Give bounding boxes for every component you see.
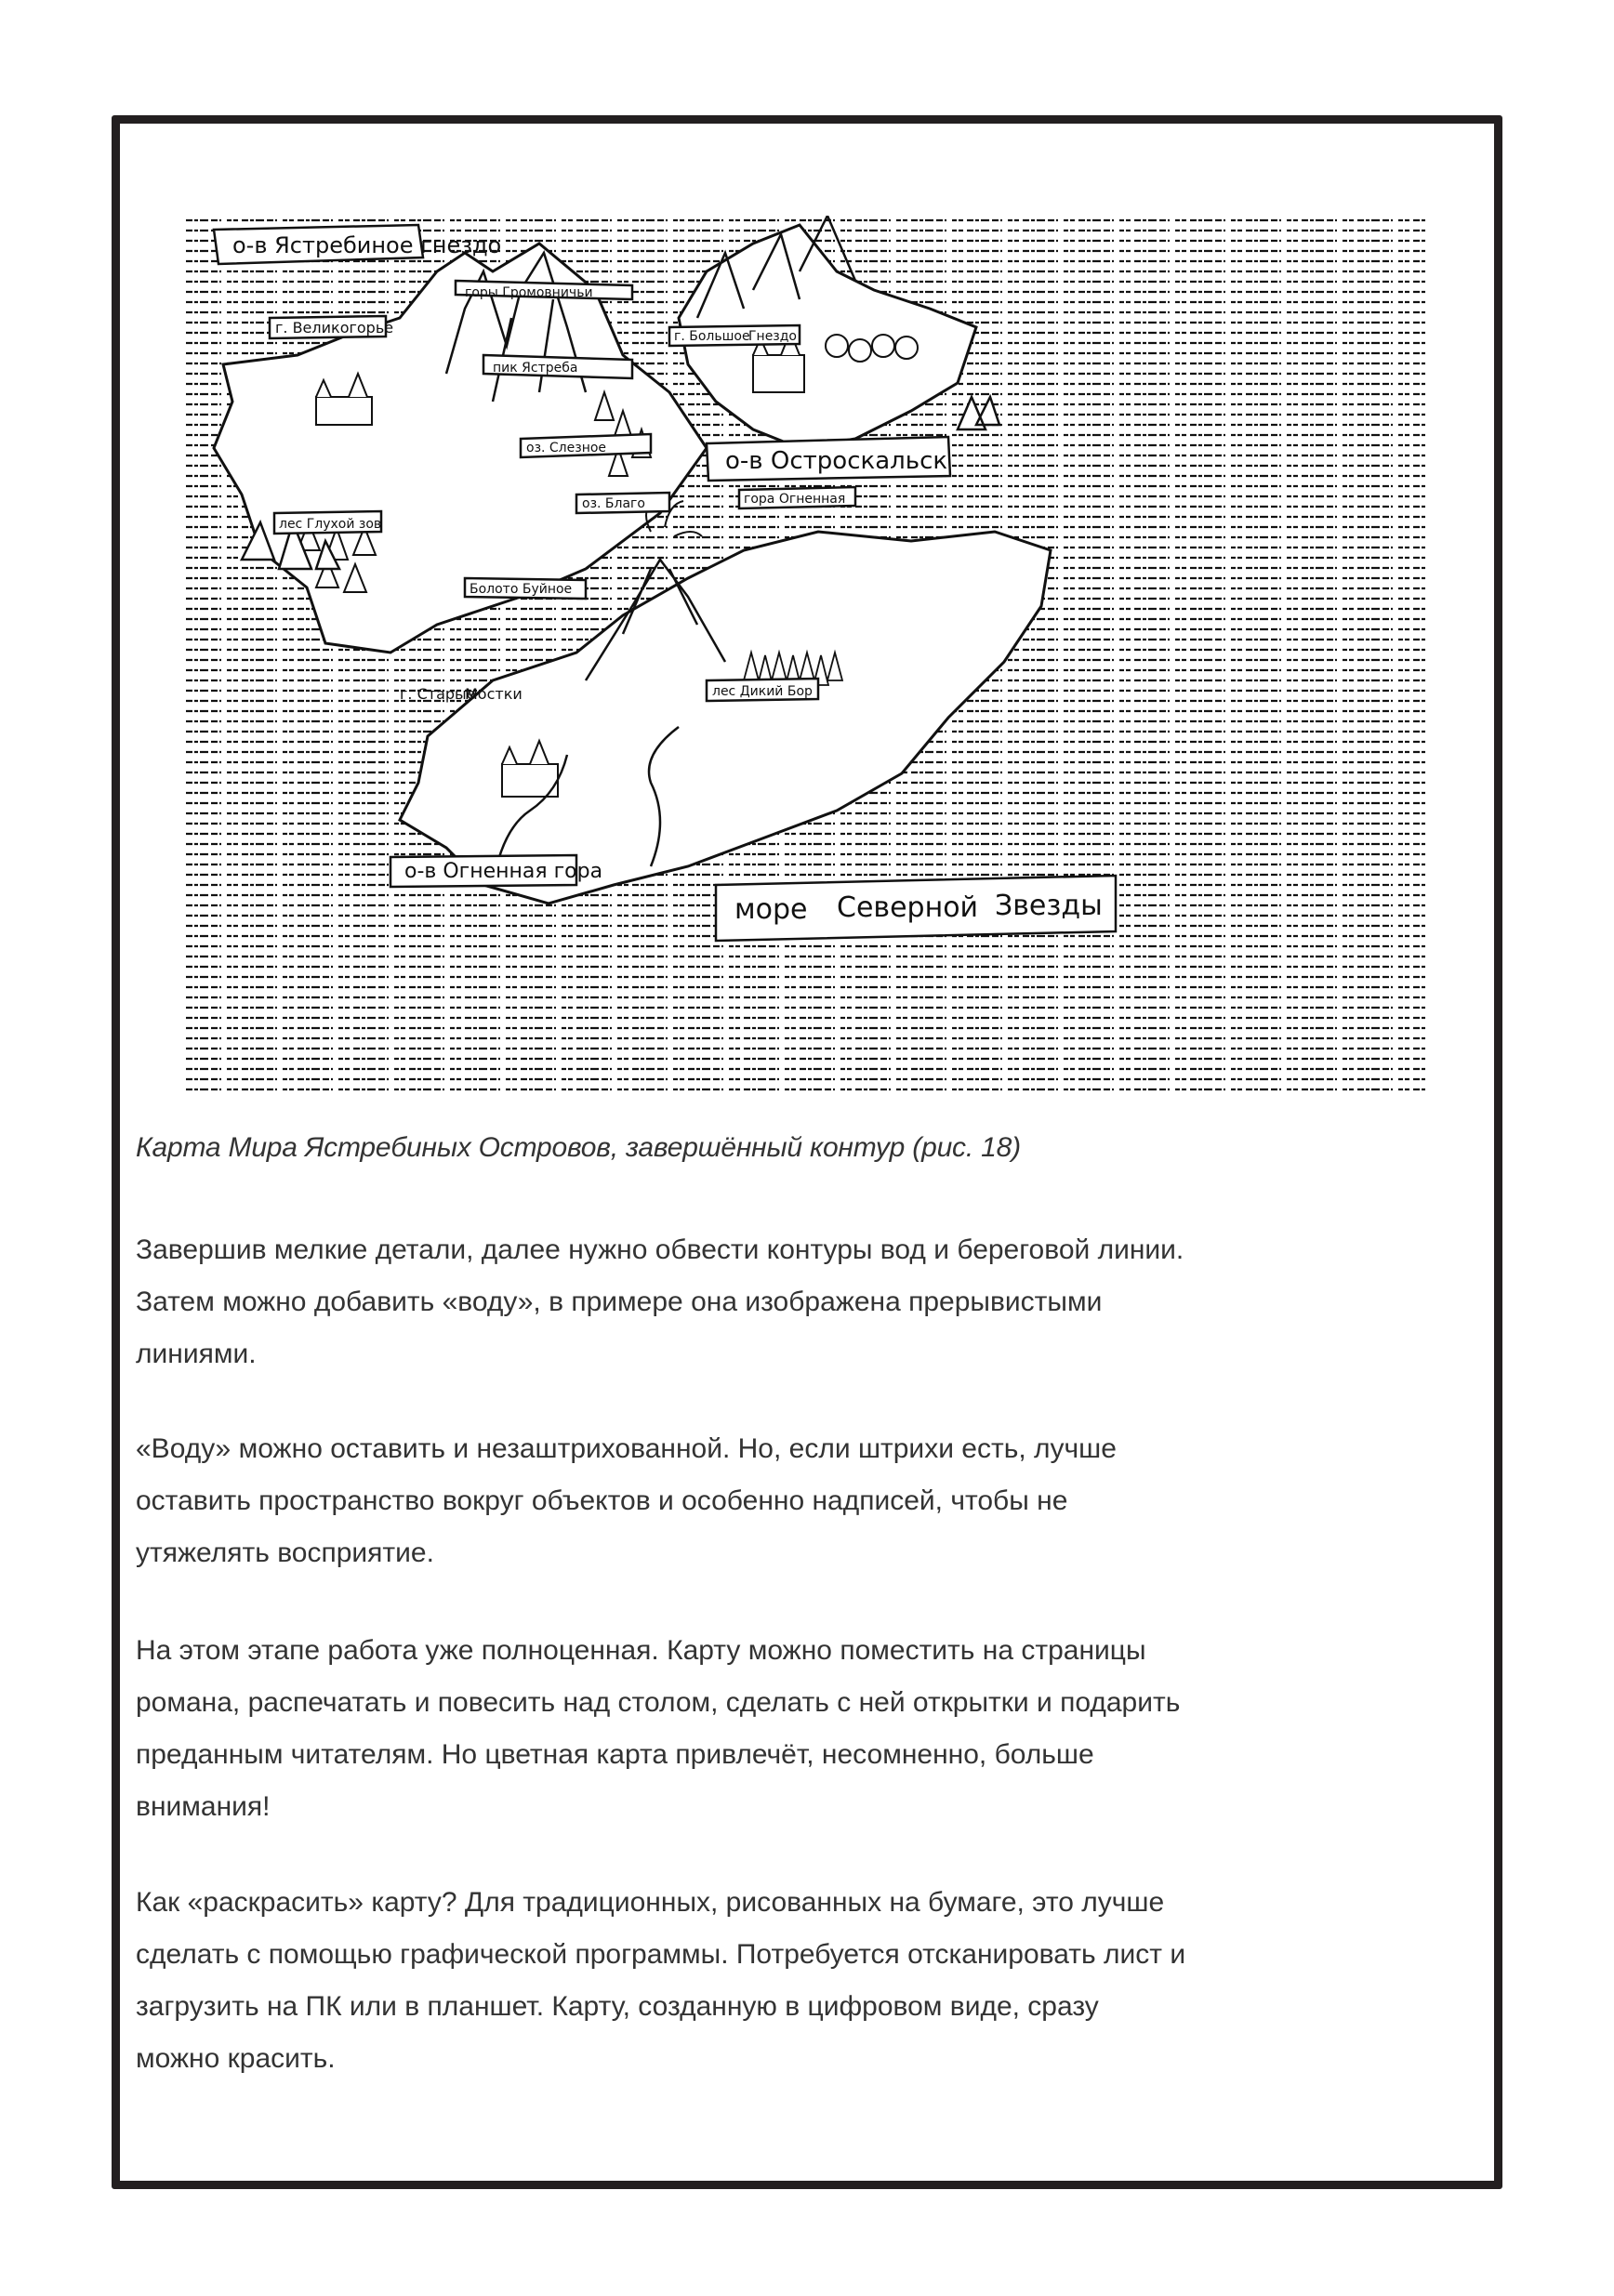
text-line: линиями. — [136, 1339, 257, 1369]
body-paragraph — [136, 1877, 1475, 2085]
text-line: преданным читателям. Но цветная карта привлечёт, несомненно, больше — [136, 1739, 1094, 1770]
text-line: сделать с помощью графической программы. Потребуется отсканировать лист и — [136, 1939, 1186, 1970]
fantasy-map-illustration — [186, 216, 1426, 1091]
body-paragraph — [136, 1625, 1475, 1833]
map-label: о-в Ястребиное гнездо — [232, 232, 502, 258]
map-label: оз. Благо — [582, 496, 645, 511]
text-line: можно красить. — [136, 2043, 336, 2074]
body-paragraph — [136, 1224, 1475, 1380]
map-label: горы Громовничьи — [465, 285, 593, 300]
map-label: Гнездо — [748, 329, 797, 344]
map-label: о-в Огненная гора — [404, 860, 603, 883]
map-label: г. Старые — [400, 685, 476, 703]
body-paragraph — [136, 1423, 1475, 1579]
figure-caption: Карта Мира Ястребиных Островов, завершённый контур (рис. 18) — [136, 1132, 1021, 1163]
text-line: романа, распечатать и повесить над столом, сделать с ней открытки и подарить — [136, 1687, 1181, 1718]
map-label: Звезды — [995, 890, 1103, 922]
map-label: Болото Буйное — [470, 582, 573, 597]
map-label: пик Ястреба — [493, 361, 578, 376]
text-line: Затем можно добавить «воду», в примере она изображена прерывистыми — [136, 1287, 1103, 1317]
map-label: Мостки — [465, 685, 523, 703]
text-line: оставить пространство вокруг объектов и особенно надписей, чтобы не — [136, 1485, 1068, 1516]
text-line: Завершив мелкие детали, далее нужно обвести контуры вод и береговой линии. — [136, 1234, 1184, 1265]
text-line: утяжелять восприятие. — [136, 1537, 434, 1568]
text-line: «Воду» можно оставить и незаштрихованной. Но, если штрихи есть, лучше — [136, 1433, 1117, 1464]
map-label: лес Дикий Бор — [712, 684, 813, 699]
text-line: Как «раскрасить» карту? Для традиционных, рисованных на бумаге, это лучше — [136, 1887, 1165, 1918]
map-label: г. Большое — [674, 329, 750, 344]
map-label: гора Огненная — [744, 492, 846, 507]
map-label: лес Глухой зов — [279, 517, 382, 532]
map-label: г. Великогорье — [275, 319, 394, 336]
map-label: Северной — [837, 891, 979, 924]
text-line: внимания! — [136, 1791, 271, 1822]
map-label: оз. Слезное — [526, 441, 607, 455]
map-label: о-в Остроскальск — [725, 447, 948, 475]
text-line: На этом этапе работа уже полноценная. Карту можно поместить на страницы — [136, 1635, 1146, 1666]
map-label: море — [734, 893, 808, 926]
text-line: загрузить на ПК или в планшет. Карту, созданную в цифровом виде, сразу — [136, 1991, 1099, 2022]
